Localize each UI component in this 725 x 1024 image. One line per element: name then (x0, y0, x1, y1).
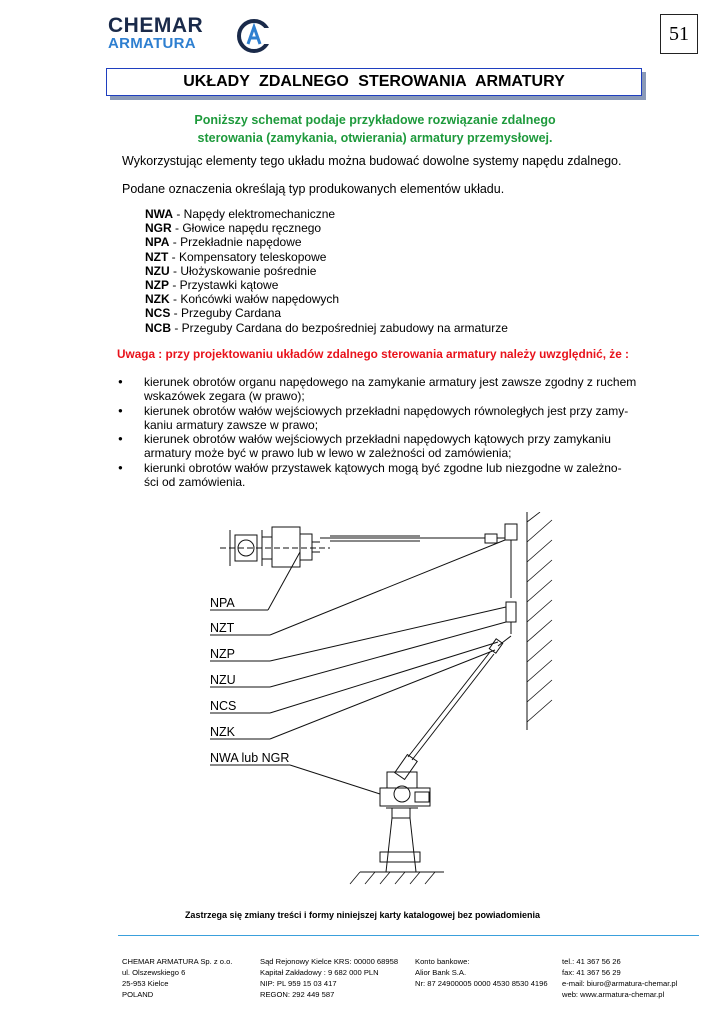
legend-item: NCB - Przeguby Cardana do bezpośredniej zabudowy na armaturze (145, 320, 508, 335)
label-nzk: NZK (210, 725, 235, 739)
paragraph-1: Wykorzystując elementy tego układu można budować dowolne systemy napędu zdalnego. (122, 154, 622, 168)
logo-icon (236, 18, 272, 54)
legend-item: NPA - Przekładnie napędowe (145, 235, 302, 250)
diagram-drawing (180, 512, 650, 902)
page-title: UKŁADY ZDALNEGO STEROWANIA ARMATURY (106, 68, 642, 96)
paragraph-2: Podane oznaczenia określają typ produkowanych elementów układu. (122, 182, 505, 196)
intro-line2: sterowania (zamykania, otwierania) armatury przemysłowej. (197, 131, 553, 145)
legend-item: NZU - Ułożyskowanie pośrednie (145, 263, 317, 278)
logo-line1: CHEMAR (108, 14, 204, 37)
legend-list (145, 207, 508, 335)
remote-control-diagram (180, 512, 650, 902)
web-link[interactable]: web: www.armatura-chemar.pl (562, 990, 665, 999)
intro-text (120, 111, 630, 147)
legend-item: NZT - Kompensatory teleskopowe (145, 249, 327, 264)
intro-line1: Poniższy schemat podaje przykładowe rozwiązanie zdalnego (194, 113, 556, 127)
warning-text: Uwaga : przy projektowaniu układów zdalnego sterowania armatury należy uwzględnić, że : (117, 347, 629, 361)
footer-bank: Konto bankowe: Alior Bank S.A. Nr: 87 24900005 0000 4530 8530 4196 (415, 957, 548, 988)
legend-item: NCS - Przeguby Cardana (145, 306, 282, 321)
legend-item: NZP - Przystawki kątowe (145, 278, 279, 293)
list-item: ● kierunek obrotów organu napędowego na zamykanie armatury jest zawsze zgodny z ruchem wskazówek zegara (w prawo); (118, 375, 653, 404)
footer-company: CHEMAR ARMATURA Sp. z o.o. ul. Olszewskiego 6 25-953 Kielce POLAND (122, 957, 233, 999)
footer-contact: tel.: 41 367 56 26 fax: 41 367 56 29 e-mail: biuro@armatura-chemar.pl web: www.armatura-chemar.pl (562, 957, 678, 999)
list-item: ● kierunek obrotów wałów wejściowych przekładni napędowych kątowych przy zamykaniu armatury może być w prawo lub w lewo w zależności od zamówienia; (118, 432, 653, 461)
list-item: ● kierunek obrotów wałów wejściowych przekładni napędowych równoległych jest przy zamy- kaniu armatury zawsze w prawo; (118, 404, 653, 433)
list-item: ● kierunki obrotów wałów przystawek kątowych mogą być zgodne lub niezgodne w zależno- ści od zamówienia. (118, 461, 653, 490)
page-number: 51 (660, 14, 698, 54)
legend-item: NWA - Napędy elektromechaniczne (145, 207, 336, 221)
label-npa: NPA (210, 596, 235, 610)
footer-registry: Sąd Rejonowy Kielce KRS: 00000 68958 Kapitał Zakładowy : 9 682 000 PLN NIP: PL 959 15 03 417 REGON: 292 449 587 (260, 957, 399, 999)
label-nzt: NZT (210, 621, 235, 635)
legend-item: NZK - Końcówki wałów napędowych (145, 292, 340, 307)
disclaimer: Zastrzega się zmiany treści i formy niniejszej karty katalogowej bez powiadomienia (184, 910, 541, 920)
footer-divider (118, 935, 699, 936)
label-ncs: NCS (210, 699, 237, 713)
logo-line2: ARMATURA (108, 35, 196, 52)
email-link[interactable]: e-mail: biuro@armatura-chemar.pl (562, 979, 678, 988)
legend-item: NGR - Głowice napędu ręcznego (145, 221, 322, 236)
label-nzu: NZU (210, 673, 236, 687)
bullet-list (118, 375, 653, 489)
label-nwa-ngr: NWA lub NGR (210, 751, 290, 765)
label-nzp: NZP (210, 647, 235, 661)
